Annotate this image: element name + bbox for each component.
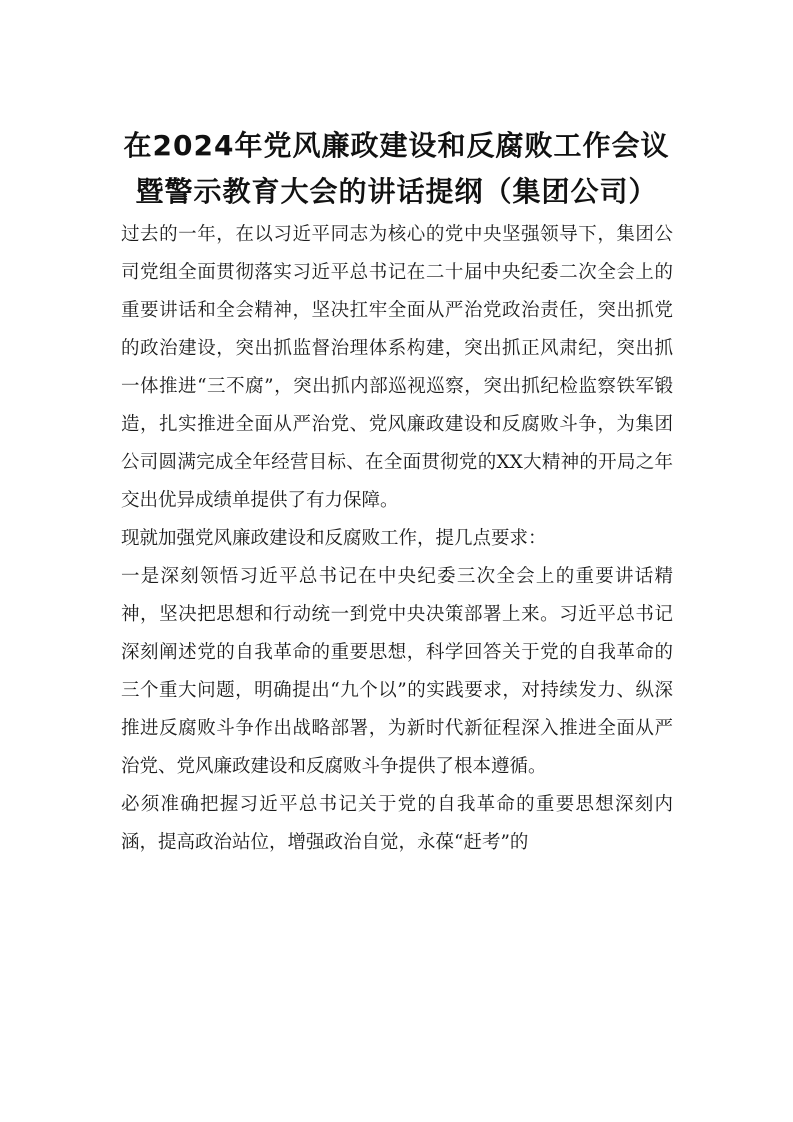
body-paragraph-1: 过去的一年，在以习近平同志为核心的党中央坚强领导下，集团公司党组全面贯彻落实习近平总书记在二十届中央纪委二次全会上的重要讲话和全会精神，坚决扛牢全面从严治党政治责任，突出抓党的政治建设，突出抓监督治理体系构建，突出抓正风肃纪，突出抓一体推进“三不腐”，突出抓内部巡视巡察，突出抓纪检监察铁军锻造，扎实推进全面从严治党、党风廉政建设和反腐败斗争，为集团公司圆满完成全年经营目标、在全面贯彻党的XX大精神的开局之年交出优异成绩单提供了有力保障。 <box>121 224 673 511</box>
document-title-line-2: 暨警示教育大会的讲话提纲（集团公司） <box>135 175 658 208</box>
document-title-line-1: 在2024年党风廉政建设和反腐败工作会议 <box>123 129 670 162</box>
body-paragraph-4: 必须准确把握习近平总书记关于党的自我革命的重要思想深刻内涵，提高政治站位，增强政治自觉，永葆“赶考”的 <box>121 794 673 853</box>
body-paragraph-2: 现就加强党风廉政建设和反腐败工作，提几点要求： <box>121 528 547 549</box>
document-body <box>121 216 673 862</box>
body-paragraph-3: 一是深刻领悟习近平总书记在中央纪委三次全会上的重要讲话精神，坚决把思想和行动统一到党中央决策部署上来。习近平总书记深刻阐述党的自我革命的重要思想，科学回答关于党的自我革命的三个重大问题，明确提出“九个以”的实践要求，对持续发力、纵深推进反腐败斗争作出战略部署，为新时代新征程深入推进全面从严治党、党风廉政建设和反腐败斗争提供了根本遵循。 <box>121 566 673 777</box>
